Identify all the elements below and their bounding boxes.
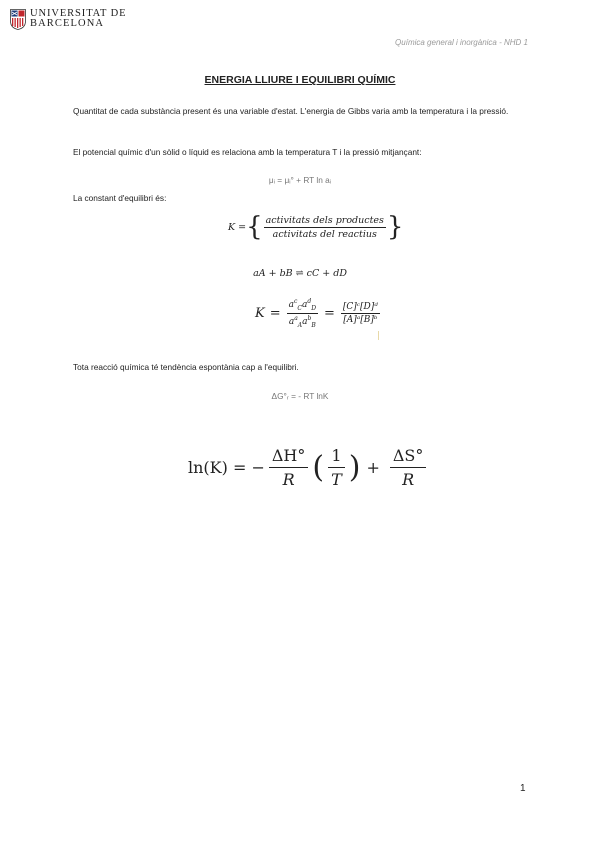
page-number: 1 (520, 783, 526, 794)
general-reaction-equation: aA + bB ⇌ cC + dD (253, 268, 347, 279)
activity-species: D (311, 304, 316, 312)
gibbs-equation: ΔG°ᵣ = - RT lnK (271, 391, 329, 401)
logo-line-2: BARCELONA (30, 18, 105, 29)
entropy-numerator: ΔS° (390, 446, 427, 468)
activity-species: B (311, 321, 316, 329)
activity-denominator (287, 314, 318, 329)
plus-sign: + (366, 458, 380, 477)
entropy-fraction (390, 446, 427, 489)
text-cursor-mark (378, 331, 379, 340)
university-shield-icon (10, 9, 26, 30)
concentration-numerator: [C]ᶜ[D]ᵈ (342, 301, 378, 312)
activity-symbol: a (302, 316, 308, 327)
paragraph-equilibrium-constant: La constant d'equilibri és: (73, 193, 167, 203)
right-paren: ) (348, 449, 361, 485)
university-logo (10, 9, 126, 30)
running-header: Química general i inorgànica - NHD 1 (395, 38, 528, 47)
enthalpy-denominator: R (282, 470, 295, 489)
concentration-fraction (341, 302, 380, 325)
activity-symbol: a (288, 300, 294, 310)
k-definition-fraction (264, 215, 386, 240)
enthalpy-numerator: ΔH° (269, 446, 309, 468)
k-expression-lhs: K (255, 305, 265, 321)
k-definition-denominator: activitats del reactius (272, 228, 377, 240)
paragraph-chemical-potential: El potencial químic d'un sòlid o líquid es relaciona amb la temperatura T i la pressió mitjançant: (73, 147, 422, 157)
document-title: ENERGIA LLIURE I EQUILIBRI QUÍMIC (204, 74, 396, 86)
k-definition-numerator: activitats dels productes (265, 214, 384, 226)
k-definition-lhs: K = (228, 221, 247, 233)
activity-numerator (287, 298, 318, 314)
inverse-temperature-numerator: 1 (328, 446, 344, 468)
activity-fraction (287, 298, 318, 329)
concentration-denominator: [A]ᵃ[B]ᵇ (343, 314, 378, 325)
vant-hoff-equation (188, 446, 430, 489)
activity-exponent: a (294, 314, 298, 322)
left-paren: ( (312, 449, 325, 485)
activity-species: C (297, 304, 302, 312)
left-brace: { (246, 212, 263, 242)
paragraph-spontaneous-reaction: Tota reacció química té tendència espontània cap a l'equilibri. (73, 362, 299, 372)
activity-symbol: a (301, 300, 308, 310)
activity-symbol: a (288, 316, 295, 327)
equals-sign: = (269, 305, 281, 321)
inverse-temperature-denominator: T (331, 470, 342, 489)
entropy-denominator: R (402, 470, 415, 489)
right-brace: } (386, 212, 404, 242)
activity-exponent: d (307, 298, 312, 305)
activity-species: A (297, 321, 303, 329)
activity-exponent: b (307, 314, 312, 322)
k-definition-equation (228, 214, 403, 240)
vant-hoff-lhs: ln(K) = − (188, 458, 265, 477)
chemical-potential-equation: μᵢ = μᵢ° + RT ln aᵢ (268, 175, 332, 185)
activity-exponent: c (294, 298, 298, 305)
k-expression-equation (255, 298, 381, 329)
equals-sign: = (324, 305, 335, 321)
paragraph-state-variable: Quantitat de cada substància present és una variable d'estat. L'energia de Gibbs varia amb la temperatura i la pressió. (73, 106, 509, 116)
university-name (30, 9, 126, 29)
logo-line-1: UNIVERSITAT DE (30, 8, 127, 19)
enthalpy-fraction (269, 446, 309, 489)
inverse-temperature-fraction (328, 446, 345, 489)
